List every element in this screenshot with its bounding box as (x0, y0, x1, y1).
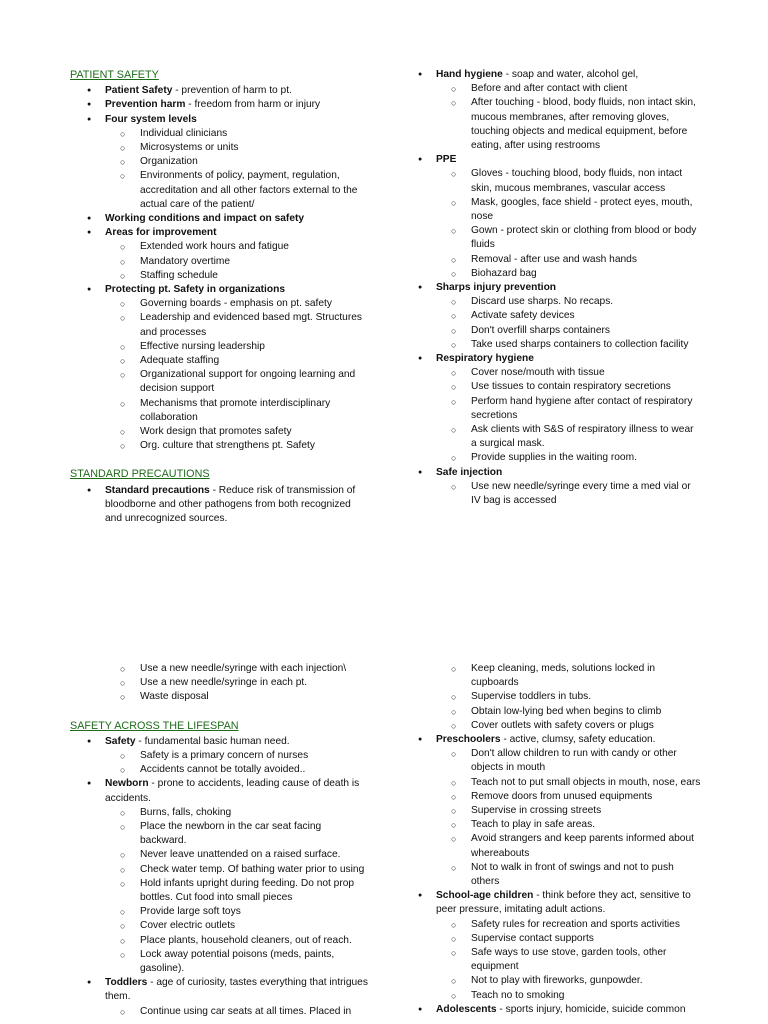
sub-list-item: ○ Adequate staffing (70, 354, 370, 368)
sub-list-item: ○ Environments of policy, payment, regulation, accreditation and all other factors external to the actual care of the patient/ (70, 169, 370, 212)
sub-list-item: ○ Org. culture that strengthens pt. Safety (70, 439, 370, 453)
sub-list-item: ○ Provide large soft toys (70, 905, 370, 919)
sub-list-item: ○ Hold infants upright during feeding. Do not prop bottles. Cut food into small pieces (70, 877, 370, 905)
lifespan-heading: SAFETY ACROSS THE LIFESPAN (70, 719, 239, 732)
sub-list-item: ○ Mask, googles, face shield - protect eyes, mouth, nose (401, 196, 701, 224)
top-right-column (401, 68, 701, 508)
list-item (70, 84, 370, 98)
list-item (70, 212, 370, 226)
sub-list-item: ○ Organizational support for ongoing learning and decision support (70, 368, 370, 396)
item-term: Hand hygiene (436, 69, 503, 80)
sub-list-item: ○ Use a new needle/syringe with each injection\ (70, 662, 370, 676)
list-item (401, 352, 701, 366)
item-term: Protecting pt. Safety in organizations (105, 284, 285, 296)
sub-list-item: ○ Burns, falls, choking (70, 806, 370, 820)
sub-list-item: ○ Obtain low-lying bed when begins to climb (401, 705, 701, 719)
sub-list-item: ○ Safety is a primary concern of nurses (70, 749, 370, 763)
lifespan-list (70, 735, 370, 1019)
item-term: School-age children (436, 890, 534, 902)
sub-list-item: ○ Use tissues to contain respiratory secretions (401, 380, 701, 394)
list-item (70, 113, 370, 127)
item-term: Toddlers (105, 977, 148, 989)
sub-list-item: ○ Effective nursing leadership (70, 340, 370, 354)
sub-list-item: ○ Work design that promotes safety (70, 425, 370, 439)
list-item (70, 283, 370, 297)
sub-list-item: ○ Use new needle/syringe every time a med vial or IV bag is accessed (401, 480, 701, 508)
sub-list-item: ○ Lock away potential poisons (meds, paints, gasoline). (70, 948, 370, 976)
item-term: Adolescents (436, 1003, 497, 1015)
item-description: - freedom from harm or injury (185, 99, 321, 111)
sub-list-item: ○ Ask clients with S&S of respiratory illness to wear a surgical mask. (401, 423, 701, 451)
sub-list-item: ○ Supervise toddlers in tubs. (401, 690, 701, 704)
item-description: - sports injury, homicide, suicide common (496, 1003, 686, 1015)
patient-safety-list (70, 84, 370, 453)
list-item (70, 484, 370, 527)
sub-list-item: ○ Place plants, household cleaners, out of reach. (70, 934, 370, 948)
list-item (401, 466, 701, 480)
sub-list-item: ○ Gloves - touching blood, body fluids, non intact skin, mucous membranes, vascular access (401, 167, 701, 195)
continued-list-right (401, 662, 701, 733)
sub-list-item: ○ Remove doors from unused equipments (401, 790, 701, 804)
item-term: Sharps injury prevention (436, 282, 557, 294)
sub-list-item: ○ Provide supplies in the waiting room. (401, 451, 701, 465)
sub-list-item: ○ Check water temp. Of bathing water prior to using (70, 863, 370, 877)
sub-list-item: ○ Safety rules for recreation and sports activities (401, 918, 701, 932)
item-description: - think before they act, sensitive to peer pressure, imitating adult actions. (436, 890, 691, 916)
sub-list-item: ○ Staffing schedule (70, 269, 370, 283)
sub-list-item: ○ Avoid strangers and keep parents informed about whereabouts (401, 832, 701, 860)
sub-list-item: ○ Teach no to smoking (401, 989, 701, 1003)
item-description: - prevention of harm to pt. (172, 85, 292, 97)
sub-list-item: ○ Leadership and evidenced based mgt. Structures and processes (70, 311, 370, 339)
sub-list-item: ○ Accidents cannot be totally avoided.. (70, 763, 370, 777)
list-item (401, 281, 701, 295)
sub-list-item: ○ Mechanisms that promote interdisciplinary collaboration (70, 397, 370, 425)
sub-list-item: ○ Organization (70, 155, 370, 169)
sub-list-item: ○ Safe ways to use stove, garden tools, other equipment (401, 946, 701, 974)
item-term: Safe injection (436, 466, 503, 478)
list-item (401, 68, 701, 82)
item-description: - prone to accidents, leading cause of death is accidents. (105, 778, 360, 804)
sub-list-item: ○ Waste disposal (70, 690, 370, 704)
list-item (70, 976, 370, 1004)
sub-list-item: ○ Take used sharps containers to collection facility (401, 338, 701, 352)
item-description: - active, clumsy, safety education. (500, 734, 656, 746)
item-term: Four system levels (105, 113, 197, 125)
sub-list-item: ○ Teach not to put small objects in mouth, nose, ears (401, 776, 701, 790)
bottom-right-column (401, 662, 701, 1017)
list-item (401, 153, 701, 167)
top-left-column (70, 68, 370, 526)
sub-list-item: ○ Supervise contact supports (401, 932, 701, 946)
item-term: Newborn (105, 778, 149, 790)
sub-list-item: ○ Supervise in crossing streets (401, 804, 701, 818)
sub-list-item: ○ Discard use sharps. No recaps. (401, 295, 701, 309)
sub-list-item: ○ Activate safety devices (401, 309, 701, 323)
continued-list-left (70, 662, 370, 705)
sub-list-item: ○ Place the newborn in the car seat facing backward. (70, 820, 370, 848)
infection-control-list (401, 68, 701, 508)
item-term: Prevention harm (105, 99, 186, 111)
sub-list-item: ○ Governing boards - emphasis on pt. safety (70, 297, 370, 311)
item-term: Areas for improvement (105, 227, 217, 239)
standard-precautions-heading: STANDARD PRECAUTIONS (70, 468, 210, 481)
item-term: PPE (436, 154, 457, 166)
sub-list-item: ○ Not to play with fireworks, gunpowder. (401, 974, 701, 988)
list-item (70, 777, 370, 805)
sub-list-item: ○ Microsystems or units (70, 141, 370, 155)
bottom-left-column (70, 662, 370, 1019)
sub-list-item: ○ Don't overfill sharps containers (401, 324, 701, 338)
sub-list-item: ○ Cover electric outlets (70, 919, 370, 933)
sub-list-item: ○ Biohazard bag (401, 267, 701, 281)
sub-list-item: ○ Mandatory overtime (70, 255, 370, 269)
sub-list-item: ○ Don't allow children to run with candy or other objects in mouth (401, 747, 701, 775)
sub-list-item: ○ Keep cleaning, meds, solutions locked in cupboards (401, 662, 701, 690)
sub-list-item: ○ Teach to play in safe areas. (401, 818, 701, 832)
item-term: Working conditions and impact on safety (105, 213, 305, 225)
item-description: - age of curiosity, tastes everything that intrigues them. (105, 977, 368, 1003)
list-item (401, 889, 701, 917)
list-item (401, 1003, 701, 1017)
item-term: Respiratory hygiene (436, 353, 534, 365)
item-description: - Reduce risk of transmission of bloodborne and other pathogens from both recognized and unrecognized sources. (105, 484, 356, 525)
list-item (70, 98, 370, 112)
item-term: Standard precautions (105, 484, 210, 496)
item-term: Patient Safety (105, 85, 173, 97)
sub-list-item: ○ Continue using car seats at all times. Placed in (70, 1005, 370, 1019)
sub-list-item: ○ Removal - after use and wash hands (401, 253, 701, 267)
list-item (70, 226, 370, 240)
sub-list-item: ○ Before and after contact with client (401, 82, 701, 96)
list-item (401, 733, 701, 747)
item-description: - soap and water, alcohol gel, (502, 69, 639, 80)
sub-list-item: ○ Gown - protect skin or clothing from blood or body fluids (401, 224, 701, 252)
patient-safety-heading: PATIENT SAFETY (70, 69, 159, 81)
sub-list-item: ○ Extended work hours and fatigue (70, 240, 370, 254)
sub-list-item: ○ Use a new needle/syringe in each pt. (70, 676, 370, 690)
item-term: Preschoolers (436, 734, 501, 746)
list-item (70, 735, 370, 749)
sub-list-item: ○ Never leave unattended on a raised surface. (70, 848, 370, 862)
sub-list-item: ○ Cover nose/mouth with tissue (401, 366, 701, 380)
sub-list-item: ○ After touching - blood, body fluids, non intact skin, mucous membranes, after removing gloves, touching objects and medical equipment, before eating, after using restrooms (401, 96, 701, 153)
sub-list-item: ○ Perform hand hygiene after contact of respiratory secretions (401, 395, 701, 423)
item-description: - fundamental basic human need. (135, 735, 290, 747)
sub-list-item: ○ Individual clinicians (70, 127, 370, 141)
standard-precautions-list (70, 484, 370, 527)
age-group-list (401, 733, 701, 1017)
sub-list-item: ○ Not to walk in front of swings and not to push others (401, 861, 701, 889)
sub-list-item: ○ Cover outlets with safety covers or plugs (401, 719, 701, 733)
item-term: Safety (105, 735, 136, 747)
